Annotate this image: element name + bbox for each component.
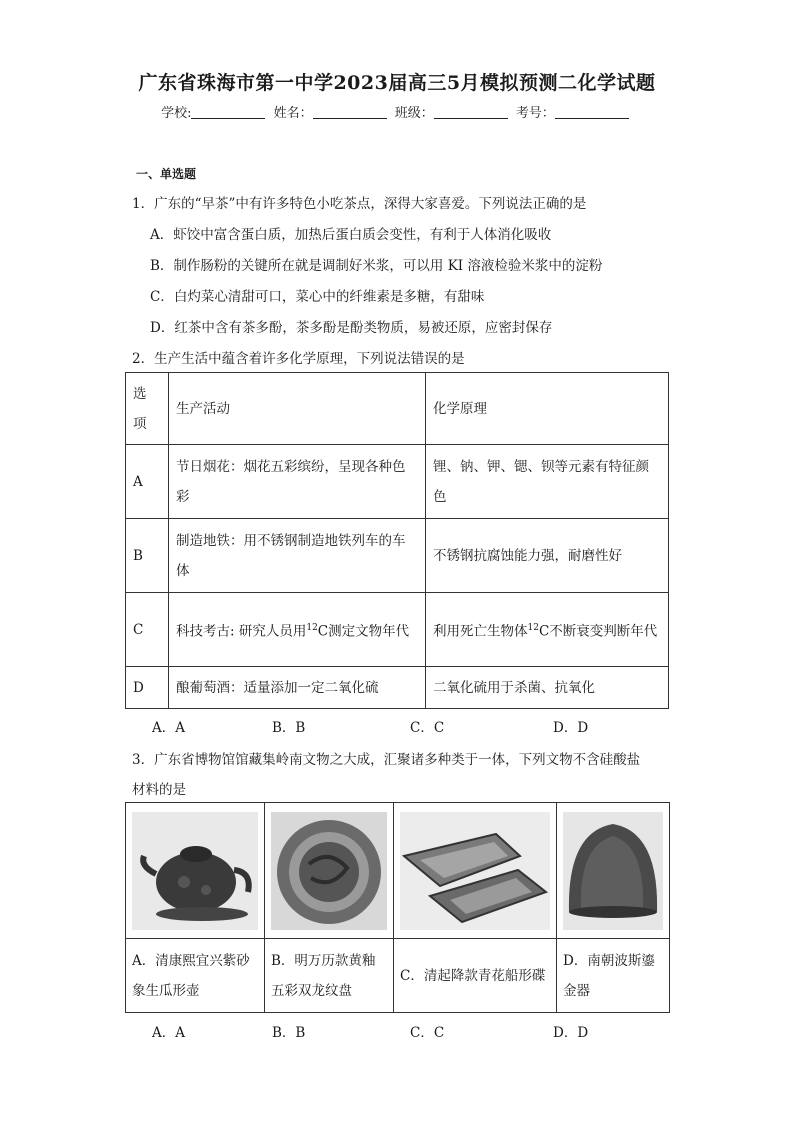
student-info-line [0, 102, 794, 121]
q2-table [125, 372, 669, 709]
number-label: 考号： [515, 106, 555, 121]
caption-a: A．清康熙宜兴紫砂象生瓜形壶 [126, 939, 265, 1013]
image-cell [126, 803, 265, 939]
q3-choice-c: C．C [410, 1025, 445, 1041]
school-blank [191, 106, 265, 119]
q3-choice-d: D．D [553, 1025, 589, 1041]
table-row [126, 519, 669, 593]
caption-b: B．明万历款黄釉五彩双龙纹盘 [265, 939, 394, 1013]
school-label: 学校: [161, 106, 192, 121]
boat-dish-image [400, 812, 550, 930]
header-option: 选项 [126, 373, 169, 445]
row-activity: 制造地铁：用不锈钢制造地铁列车的车体 [169, 519, 426, 593]
table-row [126, 667, 669, 709]
row-activity: 酿葡萄酒：适量添加一定二氧化硫 [169, 667, 426, 709]
caption-c: C．清起降款青花船形碟 [394, 939, 557, 1013]
q2-choice-d: D．D [553, 720, 589, 736]
row-option: B [126, 519, 169, 593]
table-row [126, 593, 669, 667]
section-heading: 一、单选题 [136, 167, 197, 181]
image-cell [394, 803, 557, 939]
page-title: 广东省珠海市第一中学2023届高三5月模拟预测二化学试题 [138, 72, 656, 94]
q1-option-b: B．制作肠粉的关键所在就是调制好米浆，可以用 KI 溶液检验米浆中的淀粉 [150, 258, 603, 274]
q2-choice-c: C．C [410, 720, 445, 736]
teapot-image [132, 812, 258, 930]
row-principle: 利用死亡生物体$^{12}$C不断衰变判断年代 [426, 593, 669, 667]
bowl-image [563, 812, 663, 930]
q3-stem-line2: 材料的是 [132, 782, 186, 798]
q3-choice-b: B．B [272, 1025, 306, 1041]
q3-table [125, 802, 670, 1013]
q2-stem: 2．生产生活中蕴含着许多化学原理，下列说法错误的是 [132, 351, 465, 367]
q2-choice-b: B．B [272, 720, 306, 736]
image-cell [265, 803, 394, 939]
q3-choice-a: A．A [152, 1025, 185, 1041]
class-label: 班级： [394, 106, 434, 121]
q3-caption-row [126, 939, 670, 1013]
name-label: 姓名： [273, 106, 313, 121]
row-principle: 锂、钠、钾、锶、钡等元素有特征颜色 [426, 445, 669, 519]
row-principle: 不锈钢抗腐蚀能力强，耐磨性好 [426, 519, 669, 593]
q1-option-d: D．红茶中含有茶多酚，茶多酚是酚类物质，易被还原，应密封保存 [150, 320, 553, 336]
q2-choice-a: A．A [152, 720, 185, 736]
class-blank [434, 106, 508, 119]
caption-d: D．南朝波斯鎏金器 [557, 939, 670, 1013]
header-activity: 生产活动 [169, 373, 426, 445]
q1-option-c: C．白灼菜心清甜可口，菜心中的纤维素是多糖，有甜味 [150, 289, 485, 305]
q1-stem: 1．广东的“早茶”中有许多特色小吃茶点，深得大家喜爱。下列说法正确的是 [132, 196, 587, 212]
q1-option-a: A．虾饺中富含蛋白质，加热后蛋白质会变性，有利于人体消化吸收 [150, 227, 552, 243]
q3-stem-line1: 3．广东省博物馆馆藏集岭南文物之大成，汇聚诸多种类于一体，下列文物不含硅酸盐 [132, 752, 641, 768]
number-blank [555, 106, 629, 119]
row-principle: 二氧化硫用于杀菌、抗氧化 [426, 667, 669, 709]
q2-table-header [126, 373, 669, 445]
row-option: C [126, 593, 169, 667]
plate-image [271, 812, 387, 930]
header-principle: 化学原理 [426, 373, 669, 445]
row-option: A [126, 445, 169, 519]
row-activity: 节日烟花：烟花五彩缤纷，呈现各种色彩 [169, 445, 426, 519]
row-activity: 科技考古: 研究人员用$^{12}$C测定文物年代 [169, 593, 426, 667]
image-cell [557, 803, 670, 939]
row-option: D [126, 667, 169, 709]
table-row [126, 445, 669, 519]
q3-image-row [126, 803, 670, 939]
name-blank [313, 106, 387, 119]
